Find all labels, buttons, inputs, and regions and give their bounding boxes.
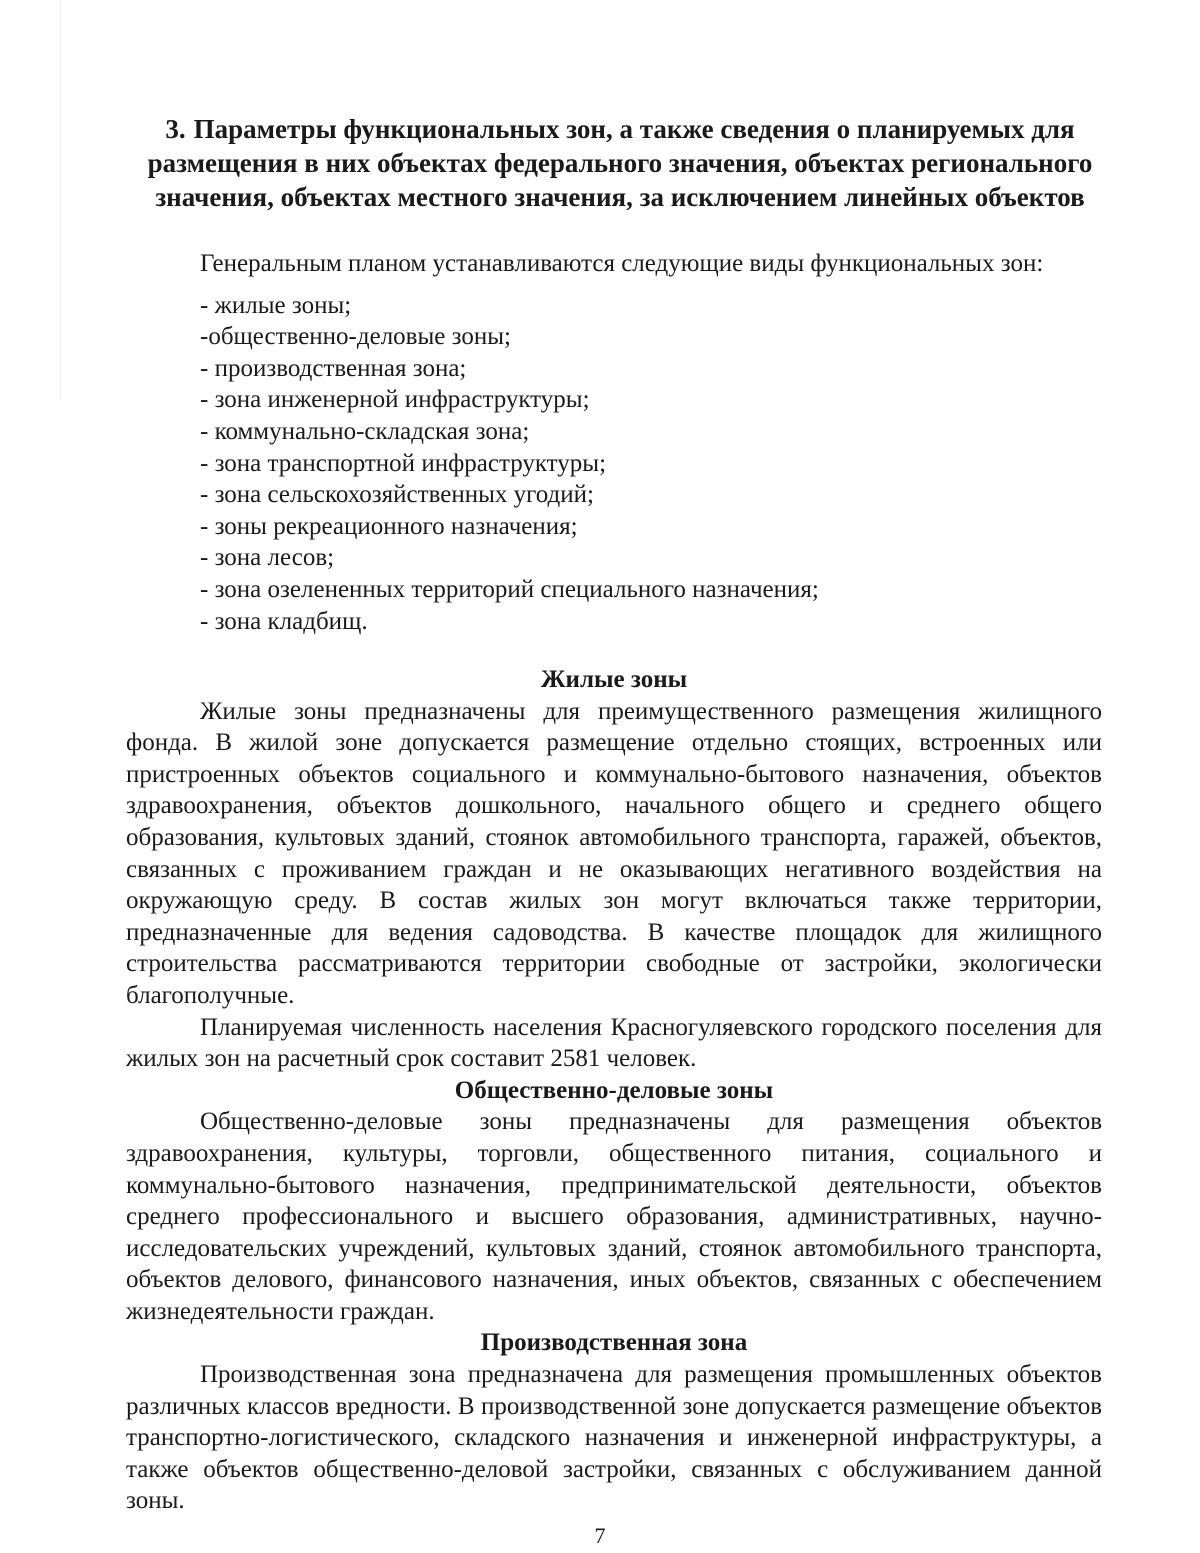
- zone-list-item: - зона озелененных территорий специального назначения;: [200, 575, 819, 603]
- scan-edge-shadow: [60, 0, 61, 400]
- zone-list-item: - жилые зоны;: [200, 291, 352, 319]
- zone-list-item: - зона инженерной инфраструктуры;: [200, 386, 590, 414]
- intro-block: [126, 248, 1102, 637]
- zone-list: [126, 290, 1102, 638]
- section-heading: [140, 112, 1100, 214]
- page-number: 7: [594, 1523, 606, 1548]
- section-number: 3.: [165, 114, 186, 144]
- zone-list-item: - зона транспортной инфраструктуры;: [200, 449, 607, 477]
- intro-paragraph: Генеральным планом устанавливаются следующие виды функциональных зон:: [200, 250, 1044, 277]
- residential-zones-title: Жилые зоны: [540, 666, 688, 693]
- zone-list-item: - коммунально-складская зона;: [200, 417, 530, 445]
- public-business-zones-title: Общественно-деловые зоны: [454, 1076, 774, 1104]
- section-heading-text: Параметры функциональных зон, а также сведения о планируемых для размещения в них объектах федерального значения, объектах регионального значения, объектах местного значения, за исключением линейных объектов: [147, 114, 1093, 212]
- zone-list-item: - производственная зона;: [200, 354, 467, 382]
- residential-zones-paragraph: Жилые зоны предназначены для преимущественного размещения жилищного фонда. В жилой зоне допускается размещение отдельно стоящих, встроенных или пристроенных объектов социального и коммунально-бытового назначения, объектов здравоохранения, объектов дошкольного, начального общего и среднего общего образования, культовых зданий, стоянок автомобильного транспорта, гаражей, объектов, связанных с проживанием граждан и не оказывающих негативного воздействия на окружающую среду. В состав жилых зон могут включаться также территории, предназначенные для ведения садоводства. В качестве площадок для жилищного строительства рассматриваются территории свободные от застройки, экологически благополучные.: [126, 697, 1102, 1009]
- zone-list-item: - зона сельскохозяйственных угодий;: [200, 481, 594, 509]
- zone-list-item: - зона лесов;: [200, 544, 335, 572]
- zone-list-item: - зоны рекреационного назначения;: [200, 512, 578, 540]
- population-paragraph: Планируемая численность населения Красногуляевского городского поселения для жилых зон на расчетный срок составит 2581 человек.: [126, 1013, 1102, 1073]
- industrial-zone-paragraph: Производственная зона предназначена для размещения промышленных объектов различных классов вредности. В производственной зоне допускается размещение объектов транспортно-логистического, складского назначения и инженерной инфраструктуры, а также объектов общественно-деловой застройки, связанных с обслуживанием данной зоны.: [126, 1361, 1102, 1515]
- public-business-zones-paragraph: Общественно-деловые зоны предназначены для размещения объектов здравоохранения, культуры, торговли, общественного питания, социального и коммунально-бытового назначения, предпринимательской деятельности, объектов среднего профессионального и высшего образования, административных, научно-исследовательских учреждений, культовых зданий, стоянок автомобильного транспорта, объектов делового, финансового назначения, иных объектов, связанных с обеспечением жизнедеятельности граждан.: [126, 1108, 1102, 1325]
- zone-list-item: -общественно-деловые зоны;: [200, 323, 511, 351]
- zone-list-item: - зона кладбищ.: [200, 607, 368, 635]
- sections-block: [126, 664, 1102, 1517]
- industrial-zone-title: Производственная зона: [480, 1329, 748, 1357]
